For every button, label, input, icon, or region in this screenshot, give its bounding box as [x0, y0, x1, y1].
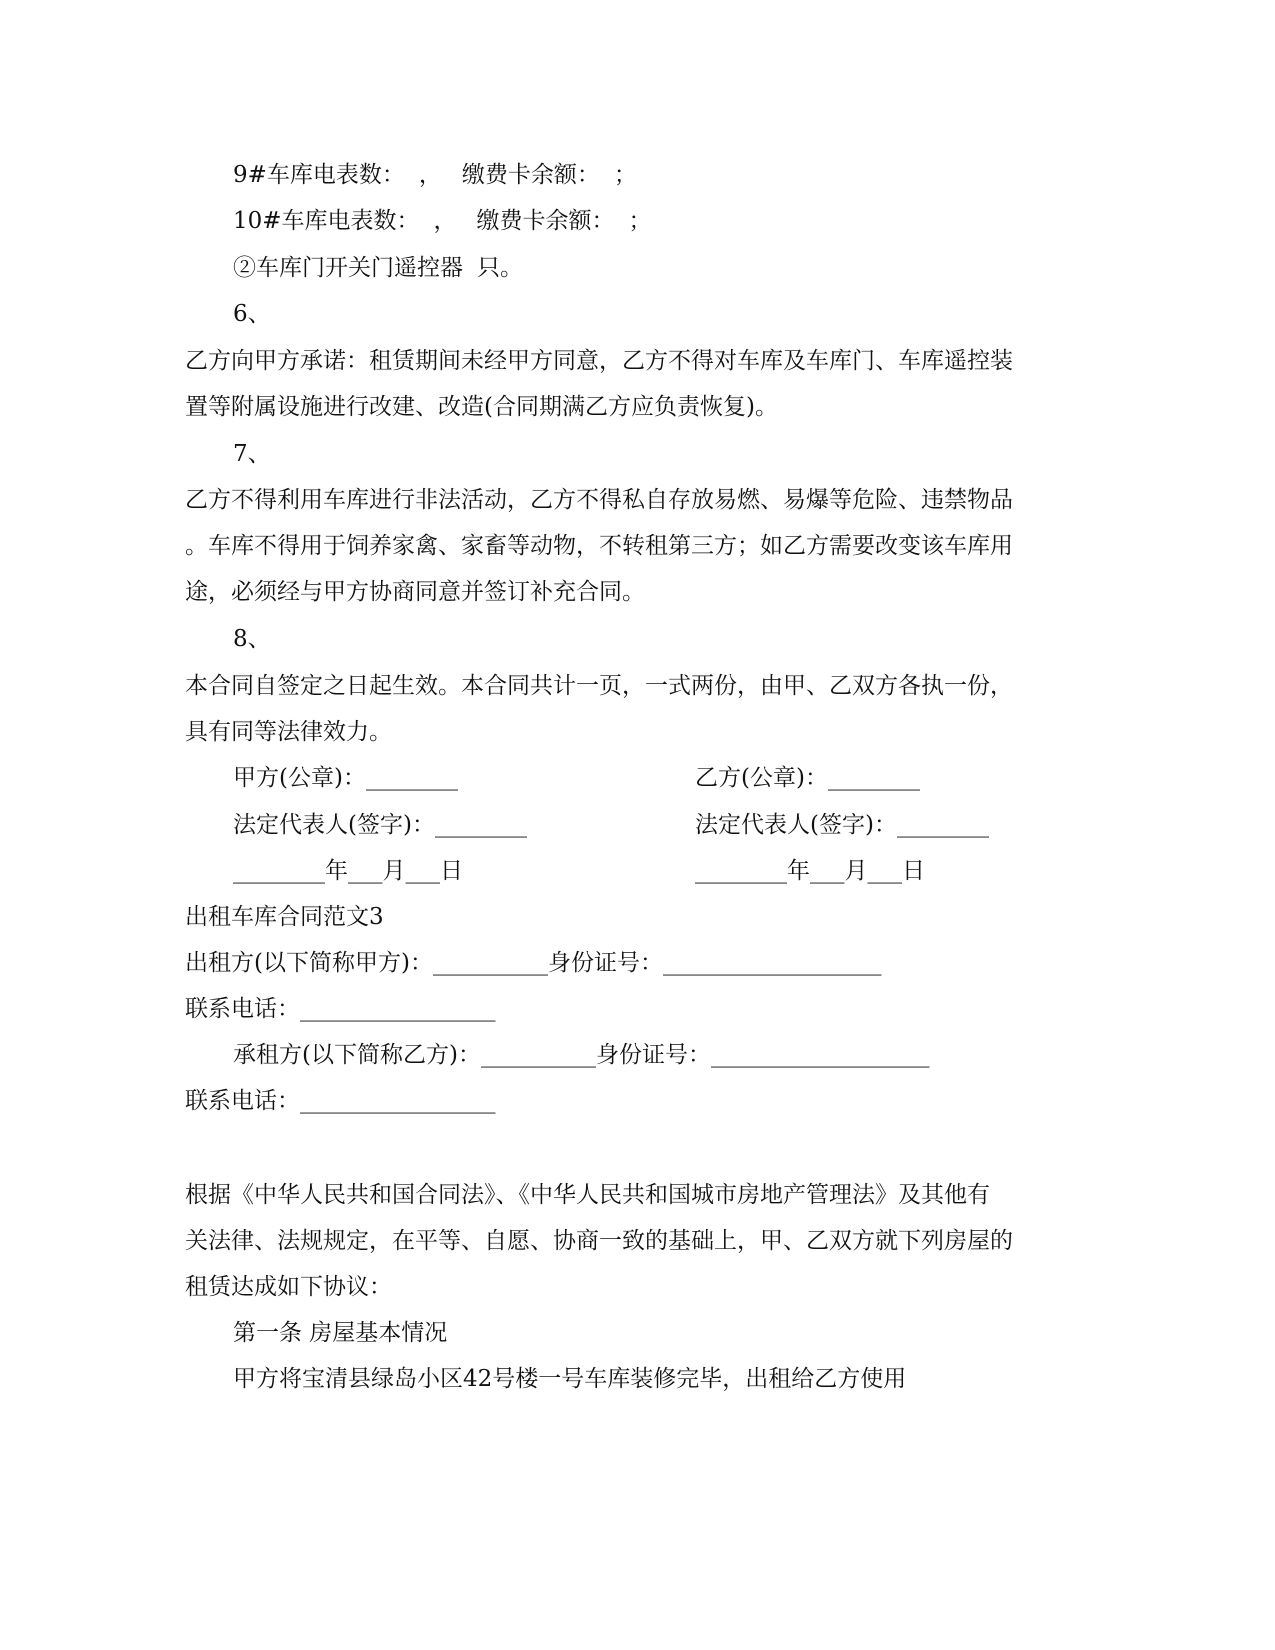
clause-7-line-3: 途，必须经与甲方协商同意并签订补充合同。	[185, 579, 645, 605]
party-b-seal: 乙方(公章)：________	[695, 765, 920, 791]
party-a-representative: 法定代表人(签字)：________	[233, 812, 527, 838]
party-b-representative: 法定代表人(签字)：________	[695, 812, 989, 838]
clause-6-line-2: 置等附属设施进行改建、改造(合同期满乙方应负责恢复)。	[185, 394, 778, 420]
clause-7-line-1: 乙方不得利用车库进行非法活动，乙方不得私自存放易燃、易爆等危险、违禁物品	[185, 487, 1013, 513]
preamble-line-2: 关法律、法规规定，在平等、自愿、协商一致的基础上，甲、乙双方就下列房屋的	[185, 1228, 1013, 1254]
remote-text: ②车库门开关门遥控器	[233, 255, 463, 281]
meter-9-end: ；	[613, 162, 637, 188]
lessor-phone: 联系电话：_________________	[185, 996, 496, 1022]
clause-8-line-2: 具有同等法律效力。	[185, 719, 392, 745]
remote-line	[233, 253, 523, 283]
meter-9-label: 9#车库电表数：	[233, 162, 405, 188]
party-b-date: ________年___月___日	[695, 858, 925, 884]
section-title: 出租车库合同范文3	[185, 904, 384, 930]
clause-8-line-1: 本合同自签定之日起生效。本合同共计一页，一式两份，由甲、乙双方各执一份，	[185, 673, 1013, 699]
party-a-seal: 甲方(公章)：________	[233, 765, 458, 791]
meter-9-card: 缴费卡余额：	[461, 162, 600, 188]
preamble-line-3: 租赁达成如下协议：	[185, 1274, 392, 1300]
lessee-phone: 联系电话：_________________	[185, 1088, 496, 1114]
meter-10-card: 缴费卡余额：	[476, 208, 615, 234]
remote-unit: 只。	[477, 255, 523, 281]
clause-8-number: 8、	[233, 626, 271, 652]
meter-10-line	[233, 206, 652, 236]
article-1-title: 第一条 房屋基本情况	[233, 1320, 448, 1346]
meter-10-end: ；	[628, 208, 652, 234]
party-a-date: ________年___月___日	[233, 858, 463, 884]
article-1-body: 甲方将宝清县绿岛小区42号楼一号车库装修完毕，出租给乙方使用	[233, 1366, 907, 1392]
clause-6-number: 6、	[233, 301, 271, 327]
meter-10-label: 10#车库电表数：	[233, 208, 420, 234]
clause-6-line-1: 乙方向甲方承诺：租赁期间未经甲方同意，乙方不得对车库及车库门、车库遥控装	[185, 348, 1013, 374]
lessee-line: 承租方(以下简称乙方)：__________身份证号：___________________	[233, 1042, 930, 1068]
lessor-line: 出租方(以下简称甲方)：__________身份证号：___________________	[185, 950, 882, 976]
meter-9-sep: ，	[418, 162, 442, 188]
meter-9-line	[233, 160, 637, 190]
clause-7-line-2: 。车库不得用于饲养家禽、家畜等动物，不转租第三方；如乙方需要改变该车库用	[185, 533, 1013, 559]
clause-7-number: 7、	[233, 441, 271, 467]
preamble-line-1: 根据《中华人民共和国合同法》、《中华人民共和国城市房地产管理法》及其他有	[185, 1182, 990, 1208]
meter-10-sep: ，	[433, 208, 457, 234]
